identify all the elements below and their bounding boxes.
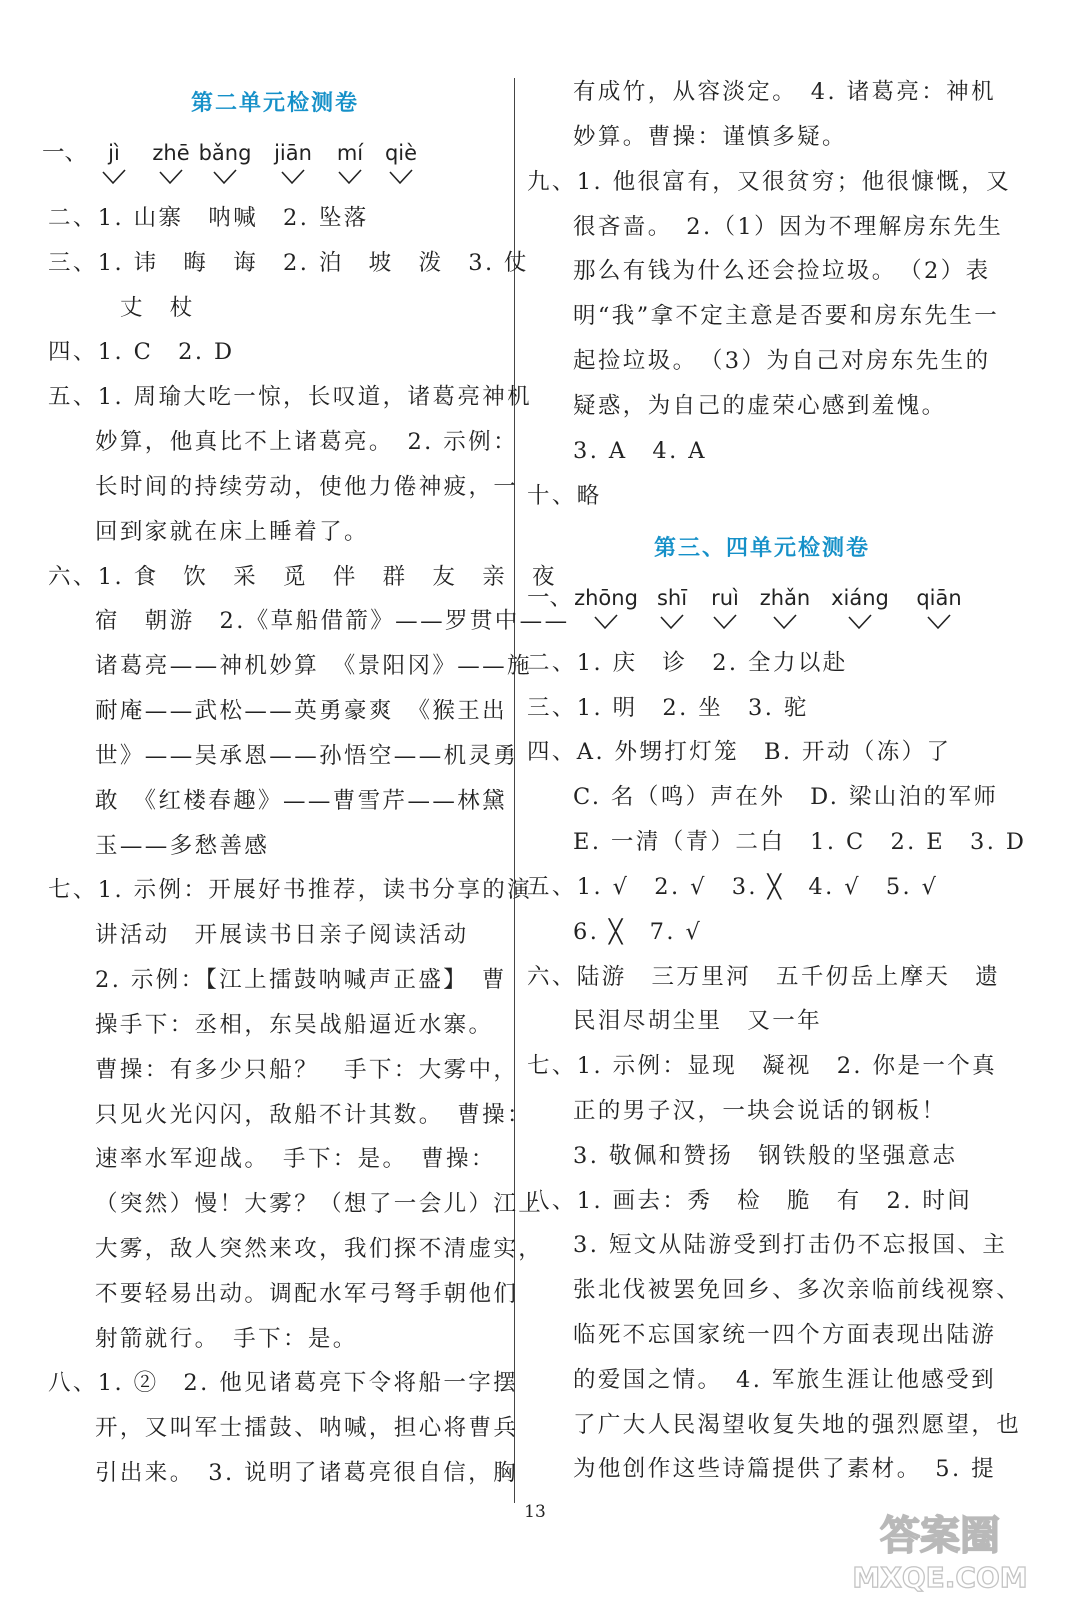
answer-line: 敢 《红楼春趣》——曹雪芹——林黛 bbox=[95, 788, 508, 814]
pinyin-item: zhē bbox=[141, 138, 201, 186]
answer-line: 玉——多愁善感 bbox=[95, 833, 270, 859]
answer-line: 长时间的持续劳动，使他力倦神疲，一 bbox=[95, 474, 519, 500]
answer-line: （突然）慢！大雾？（想了一会儿）江上 bbox=[95, 1191, 544, 1217]
answer-line: 6. ╳ 7. √ bbox=[573, 919, 703, 945]
answer-line: 2. 示例：【江上擂鼓呐喊声正盛】 曹 bbox=[95, 967, 507, 993]
svg-text:答案圈: 答案圈 bbox=[880, 1513, 1000, 1559]
answer-line: 七、1. 示例：显现 凝视 2. 你是一个真 bbox=[527, 1053, 998, 1079]
answer-line: 八、1. ② 2. 他见诸葛亮下令将船一字摆 bbox=[48, 1370, 519, 1396]
answer-line: 八、1. 画去：秀 检 脆 有 2. 时间 bbox=[527, 1188, 973, 1214]
pinyin-item: ruì bbox=[695, 583, 755, 631]
answer-line: 不要轻易出动。调配水军弓弩手朝他们 bbox=[95, 1281, 519, 1307]
answer-line: 回到家就在床上睡着了。 bbox=[95, 519, 369, 545]
answer-line: C. 名（鸣）声在外 D. 梁山泊的军师 bbox=[573, 784, 999, 810]
answer-line: 速率水军迎战。 手下：是。 曹操： bbox=[95, 1146, 496, 1172]
answer-line: 疑惑，为自己的虚荣心感到羞愧。 bbox=[573, 393, 947, 419]
answer-line: 六、1. 食 饮 采 觅 伴 群 友 亲 夜 bbox=[48, 564, 557, 590]
pinyin-item: zhōng bbox=[574, 583, 638, 631]
answer-line: 正的男子汉，一块会说话的钢板！ bbox=[573, 1098, 947, 1124]
answer-line: 那么有钱为什么还会捡垃圾。 （2）表 bbox=[573, 258, 991, 284]
page-number: 13 bbox=[524, 1502, 546, 1522]
check-icon bbox=[337, 168, 363, 186]
check-icon bbox=[659, 613, 685, 631]
answer-line: 的爱国之情。 4. 军旅生涯让他感受到 bbox=[573, 1367, 996, 1393]
svg-text:MXQE.COM: MXQE.COM bbox=[852, 1561, 1028, 1594]
check-icon bbox=[101, 168, 127, 186]
answer-line: 民泪尽胡尘里 又一年 bbox=[573, 1008, 823, 1034]
answer-line: 引出来。 3. 说明了诸葛亮很自信，胸 bbox=[95, 1460, 518, 1486]
answer-line: 3. 短文从陆游受到打击仍不忘报国、主 bbox=[573, 1232, 1008, 1258]
answer-line: 讲活动 开展读书日亲子阅读活动 bbox=[95, 922, 469, 948]
answer-line: 有成竹，从容淡定。 4. 诸葛亮：神机 bbox=[573, 79, 996, 105]
answer-line: 只见火光闪闪，敌船不计其数。 曹操： bbox=[95, 1102, 532, 1128]
check-icon bbox=[593, 613, 619, 631]
answer-line: 大雾，敌人突然来攻，我们探不清虚实， bbox=[95, 1236, 544, 1262]
check-icon bbox=[388, 168, 414, 186]
answer-line: 五、1. √ 2. √ 3. ╳ 4. √ 5. √ bbox=[527, 874, 939, 900]
check-icon bbox=[772, 613, 798, 631]
pinyin-item: xiáng bbox=[828, 583, 892, 631]
answer-line: 五、1. 周瑜大吃一惊，长叹道，诸葛亮神机 bbox=[48, 384, 533, 410]
answer-line: 操手下：丞相，东吴战船逼近水寨。 bbox=[95, 1012, 494, 1038]
pinyin-item: mí bbox=[320, 138, 380, 186]
answer-line: 曹操：有多少只船？ 手下：大雾中， bbox=[95, 1057, 519, 1083]
pinyin-item: qiān bbox=[907, 583, 971, 631]
answer-line: 十、略 bbox=[527, 483, 602, 509]
question-label: 一、 bbox=[527, 585, 573, 611]
answer-line: 张北伐被罢免回乡、多次亲临前线视察、 bbox=[573, 1277, 1022, 1303]
answer-line: 射箭就行。 手下：是。 bbox=[95, 1326, 358, 1352]
answer-line: 三、1. 讳 晦 诲 2. 泊 坡 泼 3. 仗 bbox=[48, 250, 529, 276]
pinyin-item: bǎng bbox=[195, 138, 255, 186]
answer-line: 临死不忘国家统一四个方面表现出陆游 bbox=[573, 1322, 997, 1348]
answer-line: 九、1. 他很富有，又很贫穷；他很慷慨，又 bbox=[527, 169, 1012, 195]
answer-line: 七、1. 示例：开展好书推荐，读书分享的演 bbox=[48, 877, 533, 903]
answer-line: 四、A. 外甥打灯笼 B. 开动（冻）了 bbox=[527, 739, 952, 765]
watermark-logo bbox=[830, 1497, 1050, 1597]
pinyin-item: jiān bbox=[263, 138, 323, 186]
question-label: 一、 bbox=[42, 140, 88, 166]
section-heading-unit-2: 第二单元检测卷 bbox=[190, 91, 359, 116]
pinyin-question bbox=[40, 138, 510, 198]
answer-line: 世》——吴承恩——孙悟空——机灵勇 bbox=[95, 743, 519, 769]
answer-line: 二、1. 庆 诊 2. 全力以赴 bbox=[527, 650, 848, 676]
answer-line: 妙算。曹操：谨慎多疑。 bbox=[573, 124, 847, 150]
answer-line: 二、1. 山寨 呐喊 2. 坠落 bbox=[48, 205, 369, 231]
pinyin-item: qiè bbox=[371, 138, 431, 186]
answer-line: 耐庵——武松——英勇豪爽 《猴王出 bbox=[95, 698, 508, 724]
answer-line: 3. A 4. A bbox=[573, 438, 707, 464]
answer-line: 丈 杖 bbox=[120, 295, 195, 321]
answer-line: 诸葛亮——神机妙算 《景阳冈》——施 bbox=[95, 653, 532, 679]
answer-line: 很吝啬。 2.（1）因为不理解房东先生 bbox=[573, 214, 1004, 240]
section-heading-unit-3-4: 第三、四单元检测卷 bbox=[653, 536, 870, 561]
answer-line: 三、1. 明 2. 坐 3. 驼 bbox=[527, 695, 809, 721]
answer-line: 3. 敬佩和赞扬 钢铁般的坚强意志 bbox=[573, 1143, 958, 1169]
check-icon bbox=[926, 613, 952, 631]
check-icon bbox=[847, 613, 873, 631]
check-icon bbox=[158, 168, 184, 186]
pinyin-item: zhǎn bbox=[755, 583, 815, 631]
answer-line: 开，又叫军士擂鼓、呐喊，担心将曹兵 bbox=[95, 1415, 519, 1441]
answer-line: 宿 朝游 2.《草船借箭》——罗贯中—— bbox=[95, 608, 570, 634]
answer-line: 妙算，他真比不上诸葛亮。 2. 示例： bbox=[95, 429, 518, 455]
pinyin-item: shī bbox=[642, 583, 702, 631]
answer-line: E. 一清（青）二白 1. C 2. E 3. D bbox=[573, 829, 1027, 855]
answer-line: 起捡垃圾。 （3）为自己对房东先生的 bbox=[573, 348, 991, 374]
pinyin-item: jì bbox=[84, 138, 144, 186]
answer-line: 四、1. C 2. D bbox=[48, 339, 235, 365]
check-icon bbox=[712, 613, 738, 631]
answer-line: 明“我”拿不定主意是否要和房东先生一 bbox=[573, 303, 1000, 329]
check-icon bbox=[212, 168, 238, 186]
answer-line: 了广大人民渴望收复失地的强烈愿望，也 bbox=[573, 1412, 1022, 1438]
answer-line: 六、陆游 三万里河 五千仞岳上摩天 遗 bbox=[527, 964, 1001, 990]
pinyin-question bbox=[527, 583, 997, 643]
check-icon bbox=[280, 168, 306, 186]
answer-line: 为他创作这些诗篇提供了素材。 5. 提 bbox=[573, 1456, 996, 1482]
